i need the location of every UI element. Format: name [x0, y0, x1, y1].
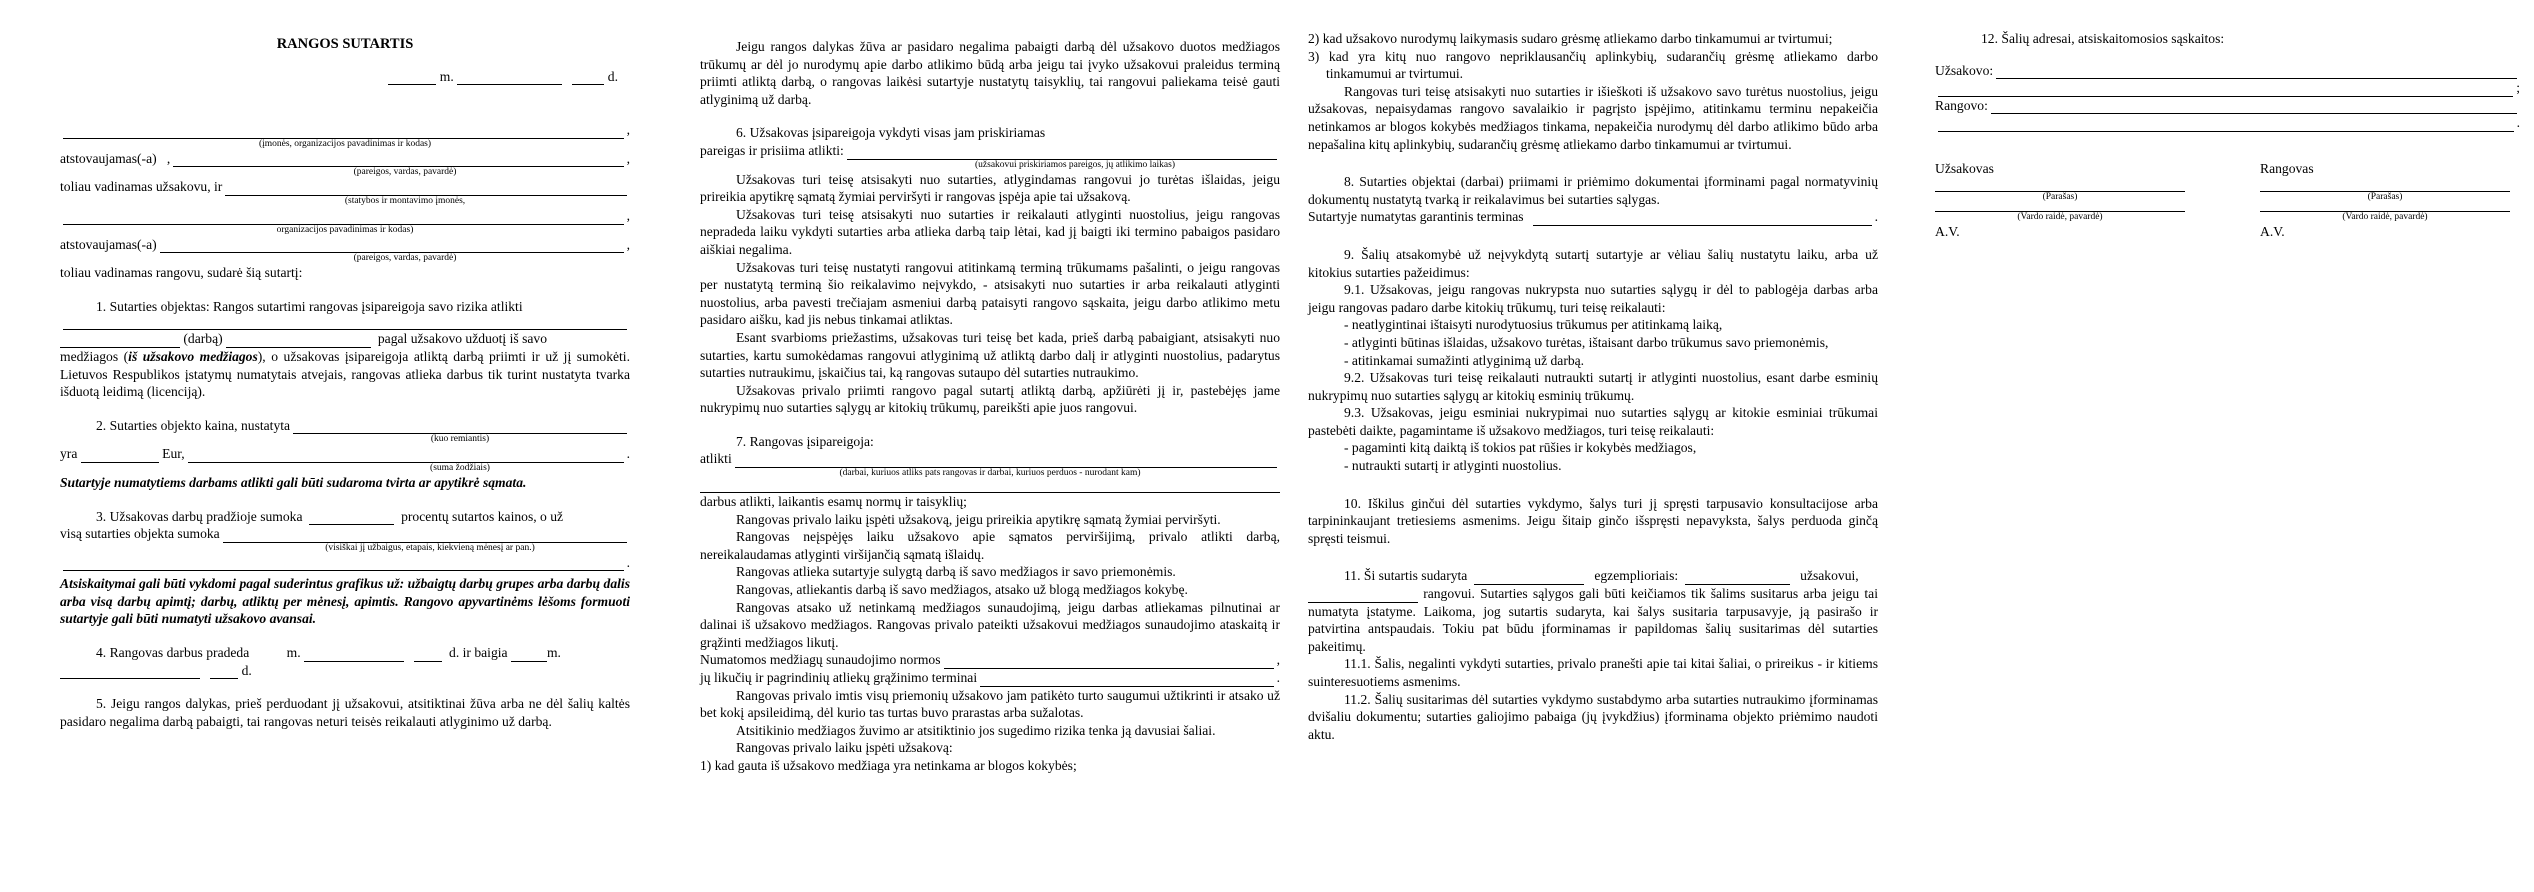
- end-day-field[interactable]: [210, 664, 238, 679]
- paragraph-usage: Rangovas atsako už netinkamą medžiagos sunaudojimą, jeigu darbas atliekamas pilnutinai ar dalinai iš užsakovo medžiagos. Rangovas privalo pateikti užsakovui medžiagos sunaudojimo ataskaitą ir grąžinti medžiagos likutį.: [700, 599, 1280, 650]
- column-2: [700, 30, 1280, 775]
- return-terms-label: jų likučių ir pagrindinių atliekų grąžinimo terminai: [700, 670, 978, 685]
- section-3-note: Atsiskaitymai gali būti vykdomi pagal suderintus grafikus už: užbaigtų darbų grupes arba darbų dalis arba visą darbų apimtį; darbų, atliktų per mėnesį, apimtis. Rangovo apyvartinėms lėšoms formuoti sutartyje gali būti numatyti užsakovo avansai.: [60, 576, 630, 627]
- price-amount-field[interactable]: [81, 448, 159, 463]
- start-month-label: m.: [286, 645, 301, 661]
- per-task-label: pagal užsakovo užduotį iš savo: [377, 331, 547, 347]
- section-5-text: 5. Jeigu rangos dalykas, prieš perduodant jį užsakovui, atsitiktinai žūva arba ne dėl šalių kaltės pasidaro negalima darbą pabaigti, tai rangovas neturi teisės reikalauti atlyginimo už darbą.: [60, 696, 630, 729]
- payment-line: [60, 525, 630, 543]
- contractor-works-field-2[interactable]: [700, 478, 1280, 493]
- paragraph-client-refuse: Užsakovas turi teisę atsisakyti nuo sutarties, atlygindamas rangovui jo turėtas išlaidas, jeigu prireikia apytikrę sąmatą žymiai perviršyti ir rangovas įspėja apie tai užsakovą.: [700, 171, 1280, 205]
- contractor-address-field[interactable]: [1991, 99, 2517, 114]
- client-copies-label: užsakovui,: [1800, 568, 1859, 584]
- column-4: [1935, 30, 2520, 240]
- caption-darbai: (darbai, kuriuos atliks pats rangovas ir darbai, kuriuos perduos - nurodant kam): [839, 468, 1141, 479]
- client-duties-line: [700, 142, 1280, 160]
- paragraph-norms: darbus atlikti, laikantis esamų normų ir taisyklių;: [700, 494, 967, 510]
- work-field-3[interactable]: [226, 333, 371, 348]
- client-address-line-2: ;: [1935, 79, 2520, 97]
- represented-label-2: atstovaujamas(-a): [60, 236, 157, 252]
- paragraph-risk: Atsitikinio medžiagos žuvimo ar atsitiktinio jos sugedimo rizika tenka ją davusiai šaliai.: [736, 722, 1216, 738]
- contractor-address-label: Rangovo:: [1935, 97, 1988, 113]
- paragraph-client-accept: Užsakovas privalo priimti rangovo pagal sutartį atliktą darbą, apžiūrėti jį ir, pastebėjęs jame nukrypimų nuo sutarties sąlygų ar kitokių trūkumų, pareikšti apie juos rangovui.: [700, 382, 1280, 416]
- section-9-1: 9.1. Užsakovas, jeigu rangovas nukrypsta nuo sutarties sąlygų ir dėl to pablogėja darbas arba jeigu rangovas padaro darbe kitokių trūkumų, turi teisę reikalauti:: [1308, 282, 1878, 315]
- price-basis-field[interactable]: [293, 419, 627, 434]
- caption-kuo: (kuo remiantis): [430, 434, 490, 445]
- column-1: [60, 30, 630, 730]
- section-7-heading: 7. Rangovas įsipareigoja:: [736, 433, 874, 449]
- client-signature-field[interactable]: [1935, 178, 2185, 192]
- contractor-signature: [2260, 160, 2510, 240]
- section-1-text: medžiagos (iš užsakovo medžiagos), o užsakovas įsipareigoja atliktą darbą priimti ir už jį sumokėti. Lietuvos Respublikos įstatymų numatytais atvejais, rangovas atlieka darbus tik turint nustatyta tvarka išduotą leidimą (licenciją).: [60, 348, 630, 400]
- contractor-company-field[interactable]: [225, 181, 627, 196]
- contractor-stamp-label: A.V.: [2260, 223, 2285, 239]
- warranty-label: Sutartyje numatytas garantinis terminas: [1308, 209, 1524, 225]
- caption-position-2: (pareigos, vardas, pavardė): [353, 253, 457, 264]
- dash-item-1: - neatlygintinai ištaisyti nurodytuosius trūkumus per atitinkamą laiką,: [1344, 317, 1723, 333]
- section-9-text: 9. Šalių atsakomybė už neįvykdytą sutartį sutartyje ar vėliau šalių nustatytu laiku, arba už kitokius sutarties pažeidimus:: [1308, 246, 1878, 280]
- client-designation-line: [60, 178, 630, 196]
- section-9-2: 9.2. Užsakovas turi teisę reikalauti nutraukti sutartį ir atlyginti nuostolius, esant darbe esminių nukrypimų nuo sutarties sąlygų ar kitokių esminių trūkumų.: [1308, 370, 1878, 403]
- client-rep-line: atstovaujamas(-a) , ,: [60, 150, 630, 166]
- month-field[interactable]: [457, 70, 562, 85]
- document-title: RANGOS SUTARTIS: [276, 36, 414, 52]
- start-day-field[interactable]: [414, 647, 442, 662]
- return-terms-field[interactable]: [980, 672, 1274, 687]
- client-address-field-2[interactable]: [1938, 82, 2513, 97]
- contractor-signature-field[interactable]: [2260, 178, 2510, 192]
- section-3-heading: 3. Užsakovas darbų pradžioje sumoka: [96, 508, 303, 524]
- paragraph-client-defects: Užsakovas turi teisę nustatyti rangovui atitinkamą terminą trūkumams pašalinti, o jeigu rangovas per nustatytą terminą šio reikalavimo neįvykdo, - atsisakyti nuo sutarties ir arba reikalauti atlyginti nuostolius, arba pavesti trečiajam asmeniui darbą pataisyti rangovo sąskaita, jeigu darbo atlikimo metu pasidaro aišku, kad jis nebus tinkamai atliktas.: [700, 259, 1280, 328]
- column-3: [1308, 30, 1878, 743]
- section-1-heading: 1. Sutarties objektas: Rangos sutartimi rangovas įsipareigoja savo rizika atlikti: [96, 298, 523, 314]
- contractor-address-line: [1935, 97, 2520, 115]
- contractor-rep-line: atstovaujamas(-a) ,: [60, 236, 630, 252]
- caption-position: (pareigos, vardas, pavardė): [353, 167, 457, 178]
- client-signature: [1935, 160, 2185, 240]
- dash-item-5: - nutraukti sutartį ir atlyginti nuostolius.: [1344, 458, 1562, 474]
- client-duties-field[interactable]: [847, 145, 1277, 160]
- list-item-1: 1) kad gauta iš užsakovo medžiaga yra netinkama ar blogos kokybės;: [700, 757, 1077, 773]
- contractor-address-line-2: .: [1935, 114, 2520, 132]
- day-label: d.: [607, 68, 618, 84]
- section-2-heading: 2. Sutarties objekto kaina, nustatyta: [96, 417, 291, 433]
- contractor-org-field[interactable]: [63, 210, 624, 225]
- section-11-1: 11.1. Šalis, negalinti vykdyti sutarties, privalo pranešti apie tai kitai šaliai, o prireikus - ir kitiems suinteresuotiems asmenims.: [1308, 656, 1878, 689]
- signature-block: [1935, 160, 2520, 240]
- copies-field[interactable]: [1474, 570, 1584, 585]
- end-month-field[interactable]: [60, 664, 200, 679]
- caption-builder: (statybos ir montavimo įmonės,: [344, 195, 466, 206]
- client-company-line: ,: [60, 121, 630, 139]
- section-4-heading: 4. Rangovas darbus pradeda: [96, 645, 250, 661]
- section-11-heading: 11. Ši sutartis sudaryta: [1344, 568, 1468, 584]
- start-month-field[interactable]: [304, 647, 404, 662]
- caption-visiskai: (visiškai jį užbaigus, etapais, kiekvieną mėnesį ar pan.): [325, 542, 535, 553]
- client-name-field[interactable]: [1935, 203, 2185, 212]
- price-line: yra Eur, .: [60, 446, 630, 462]
- paragraph-overrun: Rangovas neįspėjęs laiku užsakovo apie sąmatos perviršijimą, privalo atlikti darbą, nereikalaudamas atlyginti viršijančią sąmatą išlaidų.: [700, 529, 1280, 562]
- paragraph-notify: Rangovas privalo laiku įspėti užsakovą:: [736, 740, 953, 756]
- advance-percent-field[interactable]: [309, 510, 394, 525]
- contractor-copies-field[interactable]: [1308, 588, 1418, 603]
- paragraph-loss: Jeigu rangos dalykas žūva ar pasidaro negalima pabaigti darbą dėl užsakovo duotos medžiagos trūkumų ar dėl jo nurodymų apie darbo atlikimo būdą arba jeigu tai įvyko užsakovui praleidus terminą priimti atliktą darbą, o rangovas laikėsi sutartyje nustatytų taisyklių, tai rangovui paliekama teisė gauti atlyginimą už darbą.: [700, 39, 1280, 107]
- section-9-3: 9.3. Užsakovas, jeigu esminiai nukrypimai nuo sutarties sąlygų ar kitokie esminiai trūkumai pastebėti daikte, pagamintame iš užsakovo medžiagos, turi teisę reikalauti:: [1308, 405, 1878, 438]
- paragraph-contractor-refuse: Rangovas turi teisę atsisakyti nuo sutarties ir išieškoti iš užsakovo savo turėtus nuostolius, jeigu užsakovas, nepaisydamas rangovo savalaikio ir pagrįsto įspėjimo, atitinkamu terminu nepakeičia netinkamos ar blogos kokybės medžiagos tinkama, nepakeičia nurodymų dėl darbo atlikimo būdo arba nepašalina kitų aplinkybių, sudarančių grėsmę atliekamo darbo tinkamumui ar tvirtumui.: [1308, 83, 1878, 152]
- section-3-line: [60, 508, 630, 526]
- contractor-works-line-2: [700, 479, 1280, 493]
- contractor-rep-field[interactable]: [160, 238, 624, 253]
- represented-label: atstovaujamas(-a): [60, 150, 157, 166]
- full-payment-label: visą sutarties objekta sumoka: [60, 526, 220, 542]
- work-field-2[interactable]: [60, 333, 180, 348]
- dash-item-2: - atlyginti būtinas išlaidas, užsakovo turėtas, ištaisant darbo trūkumus savo priemonėmis,: [1344, 334, 1829, 350]
- paragraph-quality: Rangovas, atliekantis darbą iš savo medžiagos, atsako už blogą medžiagos kokybę.: [736, 582, 1188, 598]
- client-copies-field[interactable]: [1685, 570, 1790, 585]
- section-8-text: 8. Sutarties objektai (darbai) priimami ir priėmimo dokumentai įforminami pagal normatyvinių dokumentų nustatytą tvarką ir reikalavimus bei sutarties sąlygas.: [1308, 174, 1878, 207]
- duties-label: pareigas ir prisiima atlikti:: [700, 142, 844, 158]
- month-label: m.: [439, 68, 454, 84]
- caption-name-2: (Vardo raidė, pavardė): [2342, 211, 2428, 222]
- section-2-line: [60, 417, 630, 435]
- end-month-label: m.: [546, 645, 561, 661]
- section-12-heading: 12. Šalių adresai, atsiskaitomosios sąskaitos:: [1981, 31, 2225, 46]
- paragraph-client-delay: Užsakovas turi teisę atsisakyti nuo sutarties ir reikalauti atlyginti nuostolius, jeigu rangovas nepradeda laiku vykdyti sutarties arba atlieka darbą taip lėtai, kad jį baigti iki termino pabaigos pasidaro aiškiai negalima.: [700, 206, 1280, 257]
- norms-field[interactable]: [944, 654, 1274, 669]
- contractor-org-line: ,: [60, 207, 630, 225]
- client-sign-label: Užsakovas: [1935, 160, 1994, 176]
- percent-label: procentų sutartos kainos, o už: [401, 508, 564, 524]
- contractor-works-field[interactable]: [735, 453, 1277, 468]
- caption-suma: (suma žodžiais): [430, 462, 490, 473]
- start-day-label: d. ir baigia: [449, 645, 508, 661]
- work-field[interactable]: [63, 315, 627, 330]
- paragraph-own-material: Rangovas atlieka sutartyje sulygtą darbą iš savo medžiagos ir savo priemonėmis.: [736, 564, 1176, 580]
- paragraph-safety: Rangovas privalo imtis visų priemonių užsakovo jam patikėto turto saugumui užtikrinti ir atsako už bet kokį apsileidimą, dėl kurio tas turtas buvo prarastas arba sužalotas.: [700, 687, 1280, 721]
- work-line: [60, 315, 630, 330]
- caption-org: organizacijos pavadinimas ir kodas): [276, 224, 414, 235]
- contractor-address-field-2[interactable]: [1938, 117, 2514, 132]
- paragraph-warn: Rangovas privalo laiku įspėti užsakovą, jeigu prireikia apytikrę sąmatą žymiai perviršyti.: [736, 511, 1221, 527]
- work-line-2: [60, 330, 630, 348]
- caption-signature: (Parašas): [2042, 191, 2078, 202]
- client-address-line: [1935, 62, 2520, 80]
- dash-item-3: - atitinkamai sumažinti atlyginimą už darbą.: [1344, 352, 1585, 368]
- caption-name: (Vardo raidė, pavardė): [2017, 211, 2103, 222]
- caption-uzsakovui: (užsakovui priskiriamos pareigos, jų atlikimo laikas): [975, 159, 1175, 170]
- price-words-field[interactable]: [188, 448, 624, 463]
- client-company-field[interactable]: [63, 124, 624, 139]
- payment-field-2[interactable]: [63, 556, 624, 571]
- perform-label: atlikti: [700, 451, 732, 467]
- day-field[interactable]: [572, 70, 604, 85]
- end-date-line: [60, 662, 630, 680]
- payment-line-2: .: [60, 554, 630, 572]
- section-11-2: 11.2. Šalių susitarimas dėl sutarties vykdymo sustabdymo arba sutarties nutraukimo įforminamas dvišaliu dokumentu; sutarties galiojimo pabaiga (jų įvykdžius) įforminama objekto priėmimo naudoti aktu.: [1308, 691, 1878, 742]
- list-item-3: 3) kad yra kitų nuo rangovo nepriklausančių aplinkybių, sudarančių grėsmę atliekamo darbo tinkamumui ar tvirtumui.: [1308, 48, 1878, 82]
- end-day-label: d.: [241, 662, 252, 678]
- payment-field[interactable]: [223, 528, 627, 543]
- section-11-text: rangovui. Sutarties sąlygos gali būti keičiamos tik šalims susitarus arba jeigu tai numatyta įstatyme. Laikoma, jog sutartis sudaryta, kai šalys susitaria tarpusavyje, ją pasirašo ir patvirtina antspaudais. Tokiu pat būdu įforminamas ir papildomas šalių susitarimas dėl sutarties pakeitimų.: [1308, 586, 1878, 654]
- section-4-line: [60, 644, 630, 662]
- contractor-works-line: [700, 450, 1280, 468]
- caption-company: (įmonės, organizacijos pavadinimas ir kodas): [258, 138, 432, 149]
- client-designation: toliau vadinamas užsakovu, ir: [60, 179, 223, 195]
- norms-line: Numatomos medžiagų sunaudojimo normos ,: [700, 652, 1280, 668]
- warranty-line: Sutartyje numatytas garantinis terminas .: [1308, 209, 1878, 225]
- currency-label: Eur,: [162, 446, 185, 462]
- section-10-text: 10. Iškilus ginčui dėl sutarties vykdymo, šalys turi jį spręsti tarpusavio konsultacijose arba tarpininkaujant tretiesiems asmenims. Jeigu šitaip ginčo išspręsti nepavyksta, šalys perduoda ginčą spręsti teismui.: [1308, 495, 1878, 546]
- work-label: (darbą): [183, 331, 223, 347]
- copies-label: egzemplioriais:: [1594, 568, 1679, 584]
- dash-item-4: - pagaminti kitą daiktą iš tokios pat rūšies ir kokybės medžiagos,: [1344, 440, 1697, 456]
- client-address-label: Užsakovo:: [1935, 62, 1994, 78]
- caption-signature-2: (Parašas): [2367, 191, 2403, 202]
- warranty-field[interactable]: [1533, 211, 1871, 226]
- client-address-field[interactable]: [1996, 64, 2517, 79]
- section-6-heading: 6. Užsakovas įsipareigoja vykdyti visas jam priskiriamas: [736, 125, 1046, 141]
- section-2-note: Sutartyje numatytiems darbams atlikti gali būti sudaroma tvirta ar apytikrė sąmata.: [60, 474, 527, 490]
- contractor-sign-label: Rangovas: [2260, 160, 2314, 176]
- client-rep-field[interactable]: [173, 152, 623, 167]
- contractor-name-field[interactable]: [2260, 203, 2510, 212]
- is-label: yra: [60, 446, 78, 462]
- paragraph-client-reasons: Esant svarbioms priežastims, užsakovas turi teisę bet kada, prieš darbą pabaigiant, atsisakyti nuo sutarties, kartu sumokėdamas rangovui atlyginimą už atliktą darbo dalį ir atlyginti nuostolius, padarytus sutarties nutraukimu, įskaičius tai, ką rangovas sutaupo dėl sutarties nutraukimo.: [700, 329, 1280, 381]
- contractor-designation: toliau vadinamas rangovu, sudarė šią sutartį:: [60, 265, 303, 281]
- copies-line: [1308, 567, 1878, 585]
- year-field[interactable]: [388, 70, 436, 85]
- client-stamp-label: A.V.: [1935, 223, 1960, 239]
- list-item-2: 2) kad užsakovo nurodymų laikymasis sudaro grėsmę atliekamo darbo tinkamumui ar tvirtumui;: [1308, 31, 1833, 46]
- return-terms-line: jų likučių ir pagrindinių atliekų grąžinimo terminai .: [700, 670, 1280, 685]
- date-line: [60, 68, 618, 86]
- norms-label: Numatomos medžiagų sunaudojimo normos: [700, 652, 941, 668]
- end-year-field[interactable]: [511, 647, 547, 662]
